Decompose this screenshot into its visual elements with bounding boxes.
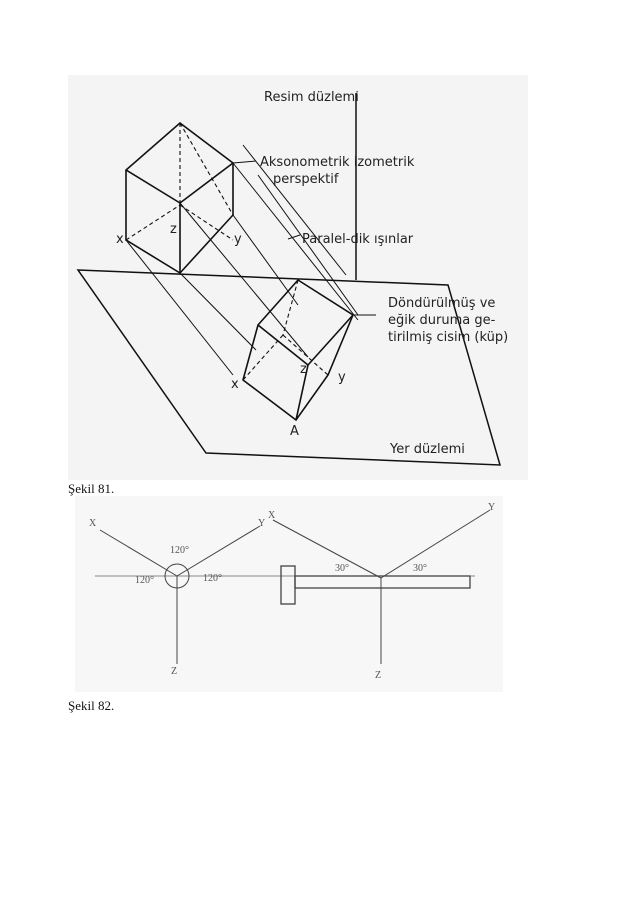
figure-81-caption: Şekil 81. (68, 481, 115, 496)
left-axis-y-label: Y (258, 518, 266, 529)
yer-duzlemi-label: Yer düzlemi (390, 442, 465, 457)
left-angle-top-label: 120° (170, 545, 189, 556)
dondurulmus-label-line1: Döndürülmüş ve (388, 296, 496, 311)
dondurulmus-label-line3: tirilmiş cisim (küp) (388, 330, 509, 345)
right-axis-x-label: X (268, 510, 276, 521)
paralel-rays-label: Paralel-dik ışınlar (302, 232, 414, 247)
right-axis-z-label: Z (375, 670, 382, 681)
aksonometrik-label-line1: Aksonometrik izometrik (260, 155, 415, 170)
figure-82-caption: Şekil 82. (68, 698, 115, 713)
resim-duzlemi-label: Resim düzlemi (264, 90, 359, 105)
figure-81-diagram (68, 75, 528, 480)
right-axis-y-label: Y (488, 502, 496, 513)
left-axis-x-label: X (89, 518, 97, 529)
bottom-cube-y-label: y (338, 370, 346, 385)
right-angle-right-label: 30° (413, 563, 427, 574)
top-cube-y-label: y (234, 232, 242, 247)
right-angle-left-label: 30° (335, 563, 349, 574)
dondurulmus-label-line2: eğik duruma ge- (388, 313, 496, 328)
left-axis-z-label: Z (171, 666, 178, 677)
top-cube-z-label: z (170, 222, 177, 237)
aksonometrik-label-line2: perspektif (273, 172, 339, 187)
point-a-label: A (290, 424, 299, 439)
figure-82-diagram (75, 496, 503, 692)
bottom-cube-z-label: z (300, 362, 307, 377)
top-cube-x-label: x (116, 232, 124, 247)
left-angle-left-label: 120° (135, 575, 154, 586)
left-angle-right-label: 120° (203, 573, 222, 584)
bottom-cube-x-label: x (231, 377, 239, 392)
